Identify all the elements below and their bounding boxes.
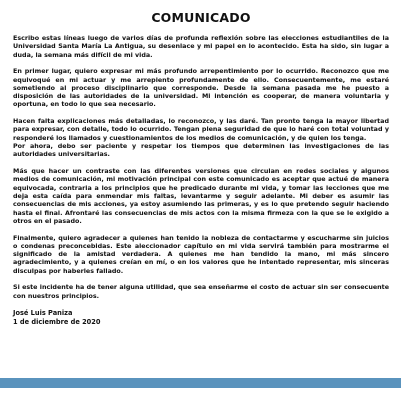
paragraph-4: Más que hacer un contraste con las diferentes versiones que circulan en redes sociales y algunos medios de comunicación, mi motivación principal con este comunicado es aceptar que actué de manera equivocada, contraria a los principios que he predicado durante mi vida, y tomar las lecciones que me deja esta caída para enmendar mis faltas, levantarme y seguir adelante. Mi deber es asumir las consecuencias de mis acciones, ya estoy asumiendo las primeras, y es lo que pretendo seguir haciendo hasta el final. Afrontaré las consecuencias de mis actos con la misma firmeza con la que se le exigido a otros en el pasado. [13, 168, 389, 225]
paragraph-5: Finalmente, quiero agradecer a quienes han tenido la nobleza de contactarme y escucharme sin juicios o condenas preconcebidas. Este aleccionador capítulo en mi vida servirá también para mostrarme el significado de la amistad verdadera. A quienes me han tendido la mano, mi más sincero agradecimiento, y a quienes creían en mí, o en los valores que he intentado representar, mis sinceras disculpas por haberles fallado. [13, 234, 389, 275]
paragraph-2: En primer lugar, quiero expresar mi más profundo arrepentimiento por lo ocurrido. Reconozco que me equivoqué en mi actuar y me arrepiento profundamente de ello. Consecuentemente, me estaré sometiendo al proceso disciplinario que corresponde. Desde la semana pasada me he puesto a disposición de las autoridades de la universidad. Mi intención es cooperar, de manera voluntaria y oportuna, en todo lo que sea necesario. [13, 68, 389, 109]
signature-date: 1 de diciembre de 2020 [13, 317, 101, 326]
bottom-edge [0, 388, 401, 400]
bottom-stripe [0, 378, 401, 388]
paragraph-6: Si este incidente ha de tener alguna utilidad, que sea enseñarme el costo de actuar sin ser consecuente con nuestros principios. [13, 284, 389, 300]
document-title: COMUNICADO [151, 10, 251, 25]
signature-name: José Luis Paniza [13, 309, 73, 318]
paragraph-3: Hacen falta explicaciones más detalladas, lo reconozco, y las daré. Tan pronto tenga la mayor libertad para expresar, con detalle, todo lo ocurrido. Tengan plena seguridad de que lo haré con total voluntad y responderé los llamados y cuestionamientos de los medios de comunicación, y de quien los tenga. Por ahora, debo ser paciente y respetar los tiempos que determinen las investigaciones de las autoridades universitarias. [13, 118, 389, 159]
communique-document [13, 11, 389, 327]
paragraph-1: Escribo estas líneas luego de varios días de profunda reflexión sobre las elecciones estudiantiles de la Universidad Santa María La Antigua, su desenlace y mi papel en lo acontecido. Esta ha sido, sin lugar a duda, la semana más difícil de mi vida. [13, 35, 389, 59]
